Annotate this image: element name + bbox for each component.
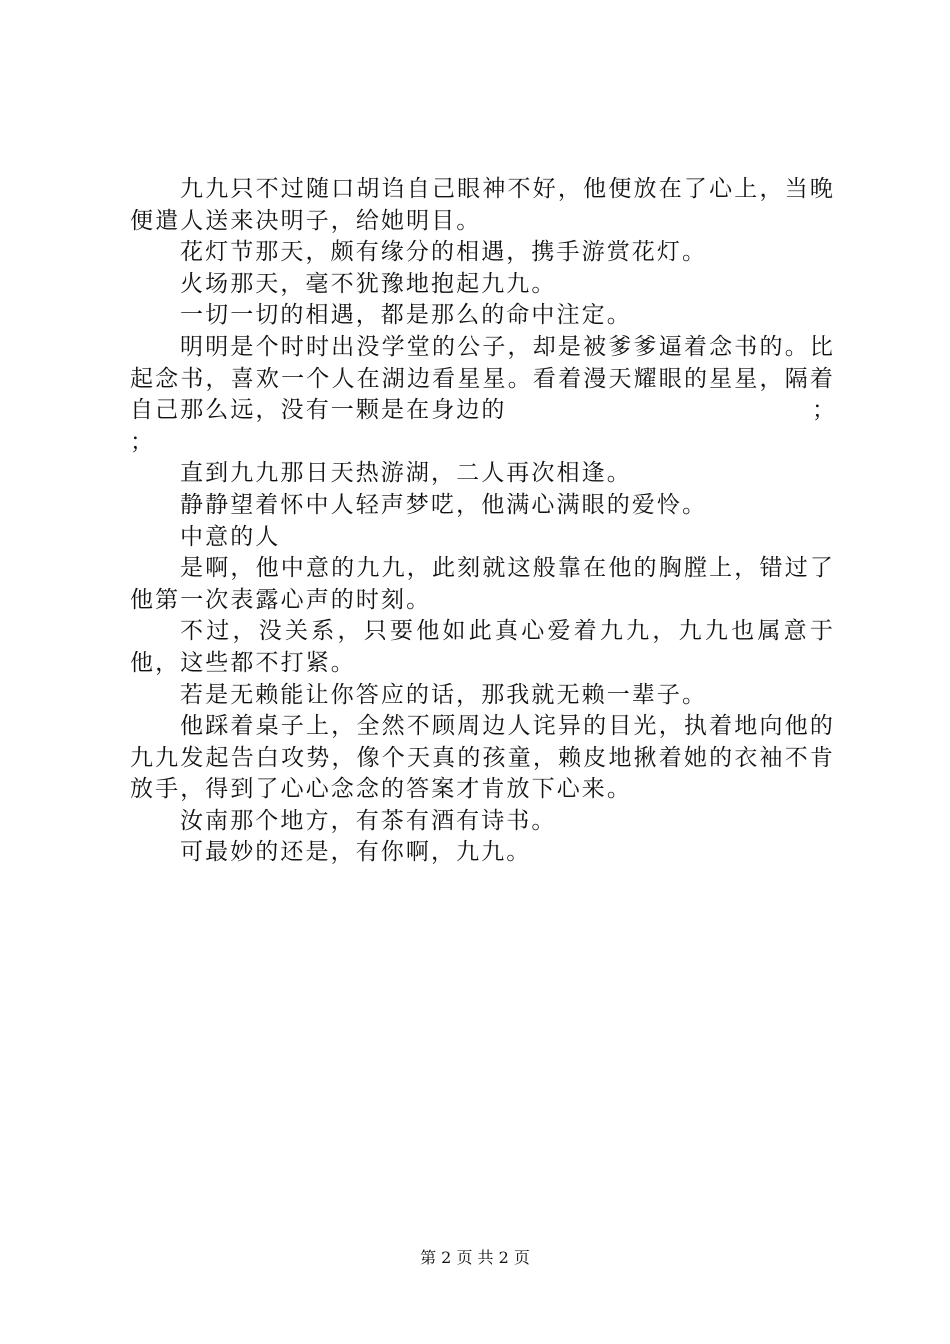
paragraph-5 [130,332,835,458]
paragraph-6: 直到九九那日天热游湖，二人再次相逢。 [180,460,632,487]
paragraph-5-text: 明明是个时时出没学堂的公子，却是被爹爹逼着念书的。比起念书，喜欢一个人在湖边看星星。看着漫天耀眼的星星，隔着自己那么远，没有一颗是在身边的 [130,333,835,424]
semicolon-left: ； [130,428,153,455]
document-body [130,174,835,869]
paragraph-3: 火场那天，毫不犹豫地抱起九九。 [180,270,557,297]
paragraph-4: 一切一切的相遇，都是那么的命中注定。 [180,302,632,329]
paragraph-2: 花灯节那天，颇有缘分的相遇，携手游赏花灯。 [180,239,708,266]
paragraph-8: 中意的人 [180,523,281,550]
semicolon-right: ； [812,397,835,424]
paragraph-1: 九九只不过随口胡诌自己眼神不好，他便放在了心上，当晚便遣人送来决明子，给她明目。 [130,176,835,234]
page-footer: 第 2 页 共 2 页 [420,1248,530,1267]
paragraph-11: 若是无赖能让你答应的话，那我就无赖一辈子。 [180,681,708,708]
paragraph-12: 他踩着桌子上，全然不顾周边人诧异的目光，执着地向他的九九发起告白攻势，像个天真的孩童，赖皮地揪着她的衣袖不肯放手，得到了心心念念的答案才肯放下心来。 [130,713,835,803]
paragraph-10: 不过，没关系，只要他如此真心爱着九九，九九也属意于他，这些都不打紧。 [130,618,835,676]
paragraph-14: 可最妙的还是，有你啊，九九。 [180,839,532,866]
paragraph-9: 是啊，他中意的九九，此刻就这般靠在他的胸膛上，错过了他第一次表露心声的时刻。 [130,555,835,613]
paragraph-13: 汝南那个地方，有茶有酒有诗书。 [180,807,557,834]
paragraph-7: 静静望着怀中人轻声梦呓，他满心满眼的爱怜。 [180,491,708,518]
